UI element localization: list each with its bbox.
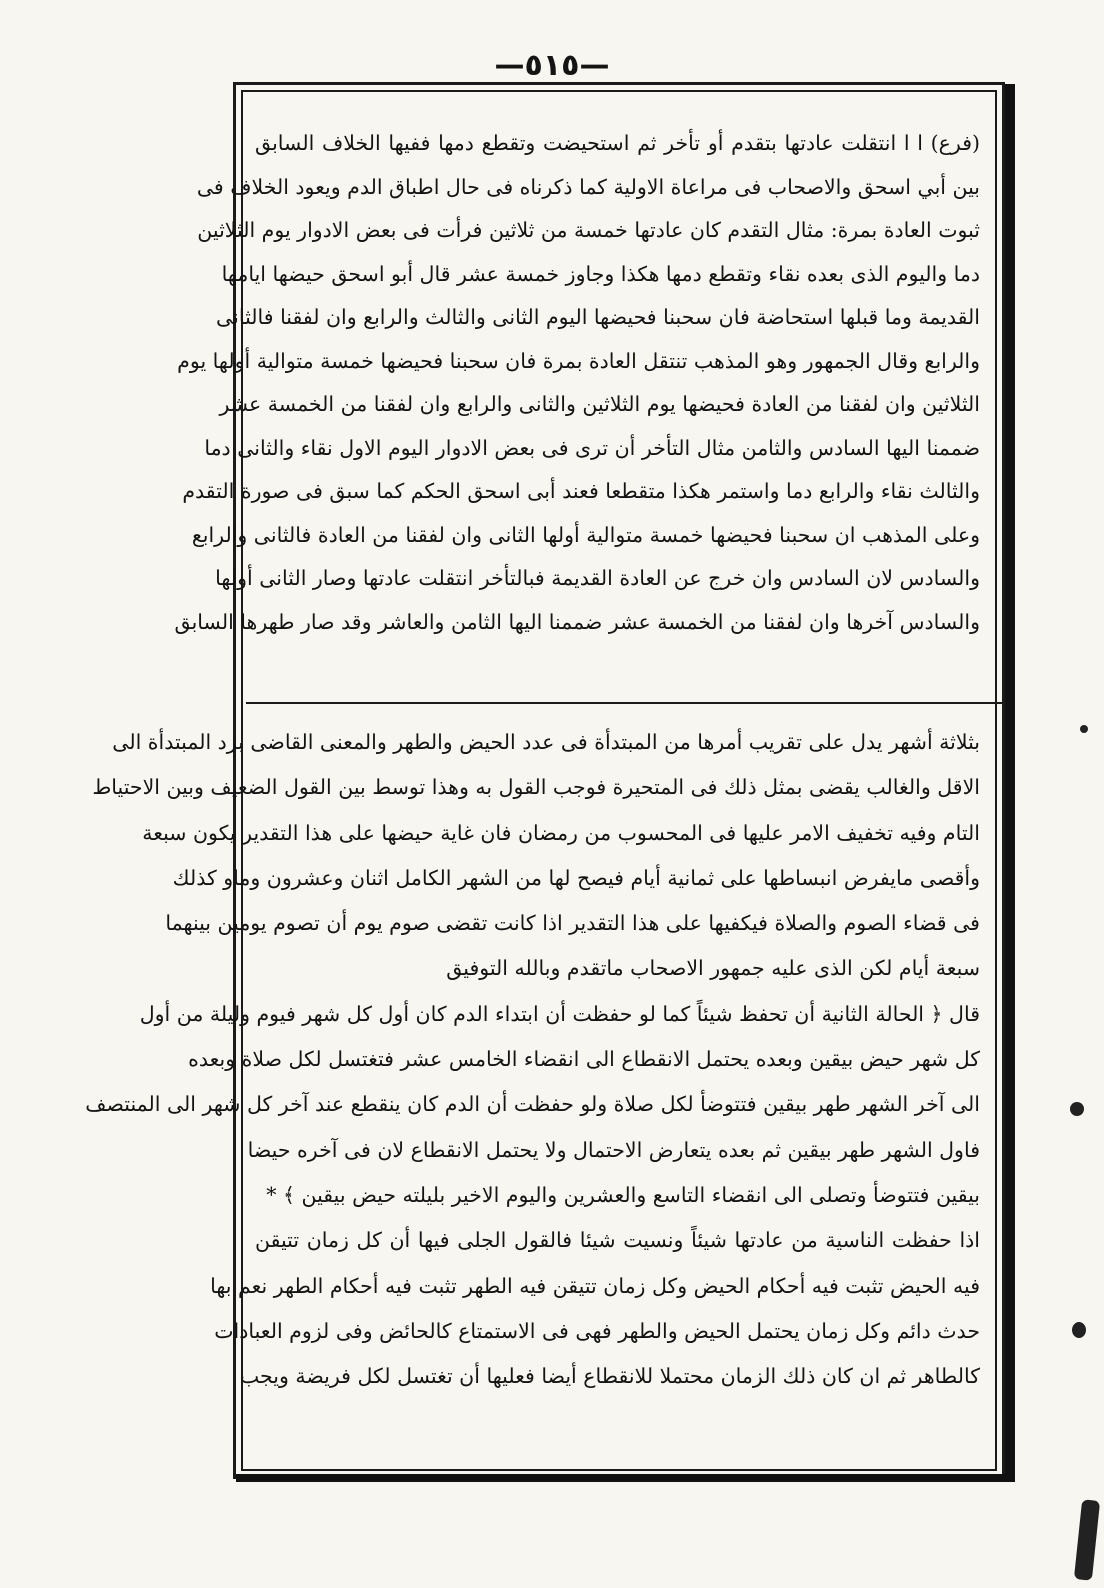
text-line: كالطاهر ثم ان كان ذلك الزمان محتملا للانقطاع أيضا فعليها أن تغتسل لكل فريضة ويجب bbox=[239, 1364, 980, 1389]
text-line: بيقين فتتوضأ وتصلى الى انقضاء التاسع والعشرين واليوم الاخير بليلته حيض بيقين ﴾ * bbox=[266, 1182, 980, 1207]
frame-right-rule bbox=[1005, 84, 1015, 1482]
text-line: والرابع وقال الجمهور وهو المذهب تنتقل العادة بمرة فان سحبنا فحيضها خمسة متوالية أولها يوم bbox=[177, 348, 980, 373]
text-line: القديمة وما قبلها استحاضة فان سحبنا فحيضها اليوم الثانى والثالث والرابع وان لفقنا فالثانى bbox=[216, 305, 980, 329]
text-line: بثلاثة أشهر يدل على تقريب أمرها من المبتدأة فى عدد الحيض والطهر والمعنى القاضى برد المبتدأة الى bbox=[112, 730, 980, 754]
text-line: ضممنا اليها السادس والثامن مثال التأخر أن ترى فى بعض الادوار اليوم الاول نقاء والثانى دما bbox=[204, 435, 980, 460]
ink-mark bbox=[1074, 1499, 1100, 1580]
commentary-text bbox=[85, 720, 980, 1399]
text-line: قال ﴿ الحالة الثانية أن تحفظ شيئاً كما لو حفظت أن ابتداء الدم كان أول كل شهر فيوم وليلة من أول bbox=[139, 1001, 980, 1026]
page-number: —٥١٥— bbox=[494, 48, 610, 83]
text-line: الثلاثين وان لفقنا من العادة فحيضها يوم الثلاثين والثانى والرابع وان لفقنا من الخمسة عشر bbox=[219, 392, 980, 416]
text-line: حدث دائم وكل زمان يحتمل الحيض والطهر فهى فى الاستمتاع كالحائض وفى لزوم العبادات bbox=[214, 1318, 980, 1343]
text-line: فاول الشهر طهر بيقين ثم بعده يتعارض الاحتمال ولا يحتمل الانقطاع لان فى آخره حيضا bbox=[247, 1137, 980, 1162]
text-line: سبعة أيام لكن الذى عليه جمهور الاصحاب ماتقدم وبالله التوفيق bbox=[446, 956, 980, 981]
text-line: والثالث نقاء والرابع دما واستمر هكذا متقطعا فعند أبى اسحق الحكم كما سبق فى صورة التقدم bbox=[182, 479, 980, 503]
text-line: دما واليوم الذى بعده نقاء وتقطع دمها هكذا وجاوز خمسة عشر قال أبو اسحق حيضها ايامها bbox=[221, 261, 980, 286]
text-line: وعلى المذهب ان سحبنا فحيضها خمسة متوالية أولها الثانى وان لفقنا من العادة فالثانى والرابع bbox=[191, 522, 980, 547]
text-line: (فرع) ا ا انتقلت عادتها بتقدم أو تأخر ثم استحيضت وتقطع دمها ففيها الخلاف السابق bbox=[255, 131, 980, 155]
ink-mark bbox=[1072, 1322, 1086, 1338]
text-line: وأقصى مايفرض انبساطها على ثمانية أيام فيصح لها من الشهر الكامل اثنان وعشرون وماو كذلك bbox=[172, 865, 980, 890]
text-line: كل شهر حيض بيقين وبعده يحتمل الانقطاع الى انقضاء الخامس عشر فتغتسل لكل صلاة وبعده bbox=[188, 1047, 980, 1072]
text-line: فى قضاء الصوم والصلاة فيكفيها على هذا التقدير اذا كانت تقضى صوم يوم أن تصوم يومين بينهما bbox=[165, 911, 980, 936]
text-line: والسادس آخرها وان لفقنا من الخمسة عشر ضممنا اليها الثامن والعاشر وقد صار طهرها السابق bbox=[174, 609, 980, 634]
text-line: الى آخر الشهر طهر بيقين فتتوضأ لكل صلاة ولو حفظت أن الدم كان ينقطع عند آخر كل شهر الى المنتصف bbox=[85, 1092, 980, 1117]
main-text bbox=[174, 122, 980, 644]
ink-mark bbox=[1080, 725, 1088, 733]
text-line: والسادس لان السادس وان خرج عن العادة القديمة فبالتأخر انتقلت عادتها وصار الثانى أولها bbox=[215, 566, 980, 590]
text-line: فيه الحيض تثبت فيه أحكام الحيض وكل زمان تتيقن فيه الطهر تثبت فيه أحكام الطهر نعم بها bbox=[210, 1273, 980, 1298]
text-line: بين أبي اسحق والاصحاب فى مراعاة الاولية كما ذكرناه فى حال اطباق الدم ويعود الخلاف فى bbox=[196, 174, 980, 199]
text-line: اذا حفظت الناسية من عادتها شيئاً ونسيت شيئا فالقول الجلى فيها أن كل زمان تتيقن bbox=[255, 1228, 980, 1253]
text-line: الاقل والغالب يقضى بمثل ذلك فى المتحيرة فوجب القول به وهذا توسط بين القول الضعيف وبين الاحتياط bbox=[92, 775, 980, 800]
section-divider bbox=[246, 702, 1006, 704]
ink-mark bbox=[1070, 1102, 1084, 1116]
text-line: التام وفيه تخفيف الامر عليها فى المحسوب من رمضان فان غاية حيضها على هذا التقدير يكون سبعة bbox=[142, 820, 980, 845]
text-line: ثبوت العادة بمرة: مثال التقدم كان عادتها خمسة من ثلاثين فرأت فى بعض الادوار يوم الثلاثين bbox=[197, 218, 980, 242]
frame-bottom-rule bbox=[236, 1474, 1015, 1482]
